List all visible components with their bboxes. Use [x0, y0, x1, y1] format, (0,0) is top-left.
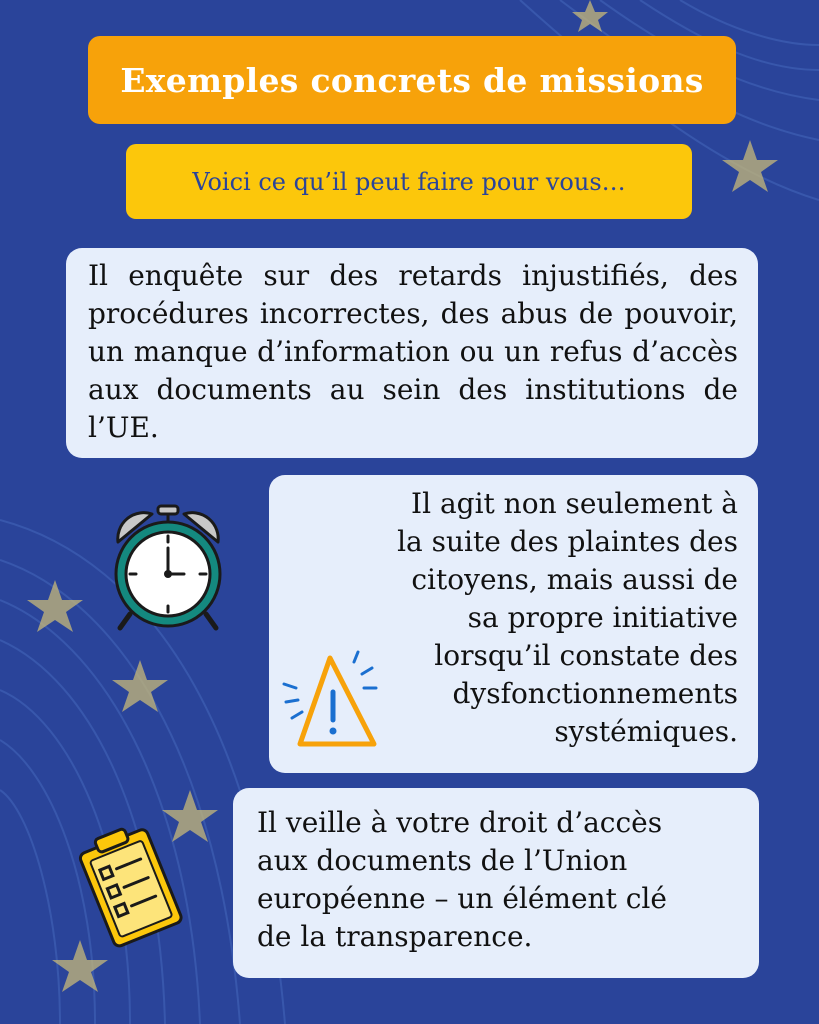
- card-line: dysfonctionnements: [452, 677, 738, 710]
- clipboard-checklist-icon: [74, 822, 186, 950]
- page-title: Exemples concrets de missions: [88, 36, 736, 124]
- mission-card-access: [233, 788, 759, 978]
- mission-card-investigation: [66, 248, 758, 458]
- card-line: de la transparence.: [257, 920, 533, 953]
- card-line: Il agit non seulement à: [411, 487, 738, 520]
- card-line: citoyens, mais aussi de: [411, 563, 738, 596]
- card-line: lorsqu’il constate des: [434, 639, 738, 672]
- alarm-clock-icon: [100, 502, 236, 634]
- card-line: européenne – un élément clé: [257, 882, 667, 915]
- card-line: la suite des plaintes des: [397, 525, 738, 558]
- card-line: sa propre initiative: [467, 601, 738, 634]
- warning-icon: [282, 650, 386, 754]
- card-line: aux documents de l’Union: [257, 844, 628, 877]
- card-line: Il veille à votre droit d’accès: [257, 806, 663, 839]
- card-line: systémiques.: [554, 715, 738, 748]
- card-text: Il enquête sur des retards injustifiés, des procédures incorrectes, des abus de pouvoir, un manque d’information ou un refus d’accès aux documents au sein des institutions de l’UE.: [88, 259, 738, 444]
- page-subtitle: Voici ce qu’il peut faire pour vous…: [126, 144, 692, 219]
